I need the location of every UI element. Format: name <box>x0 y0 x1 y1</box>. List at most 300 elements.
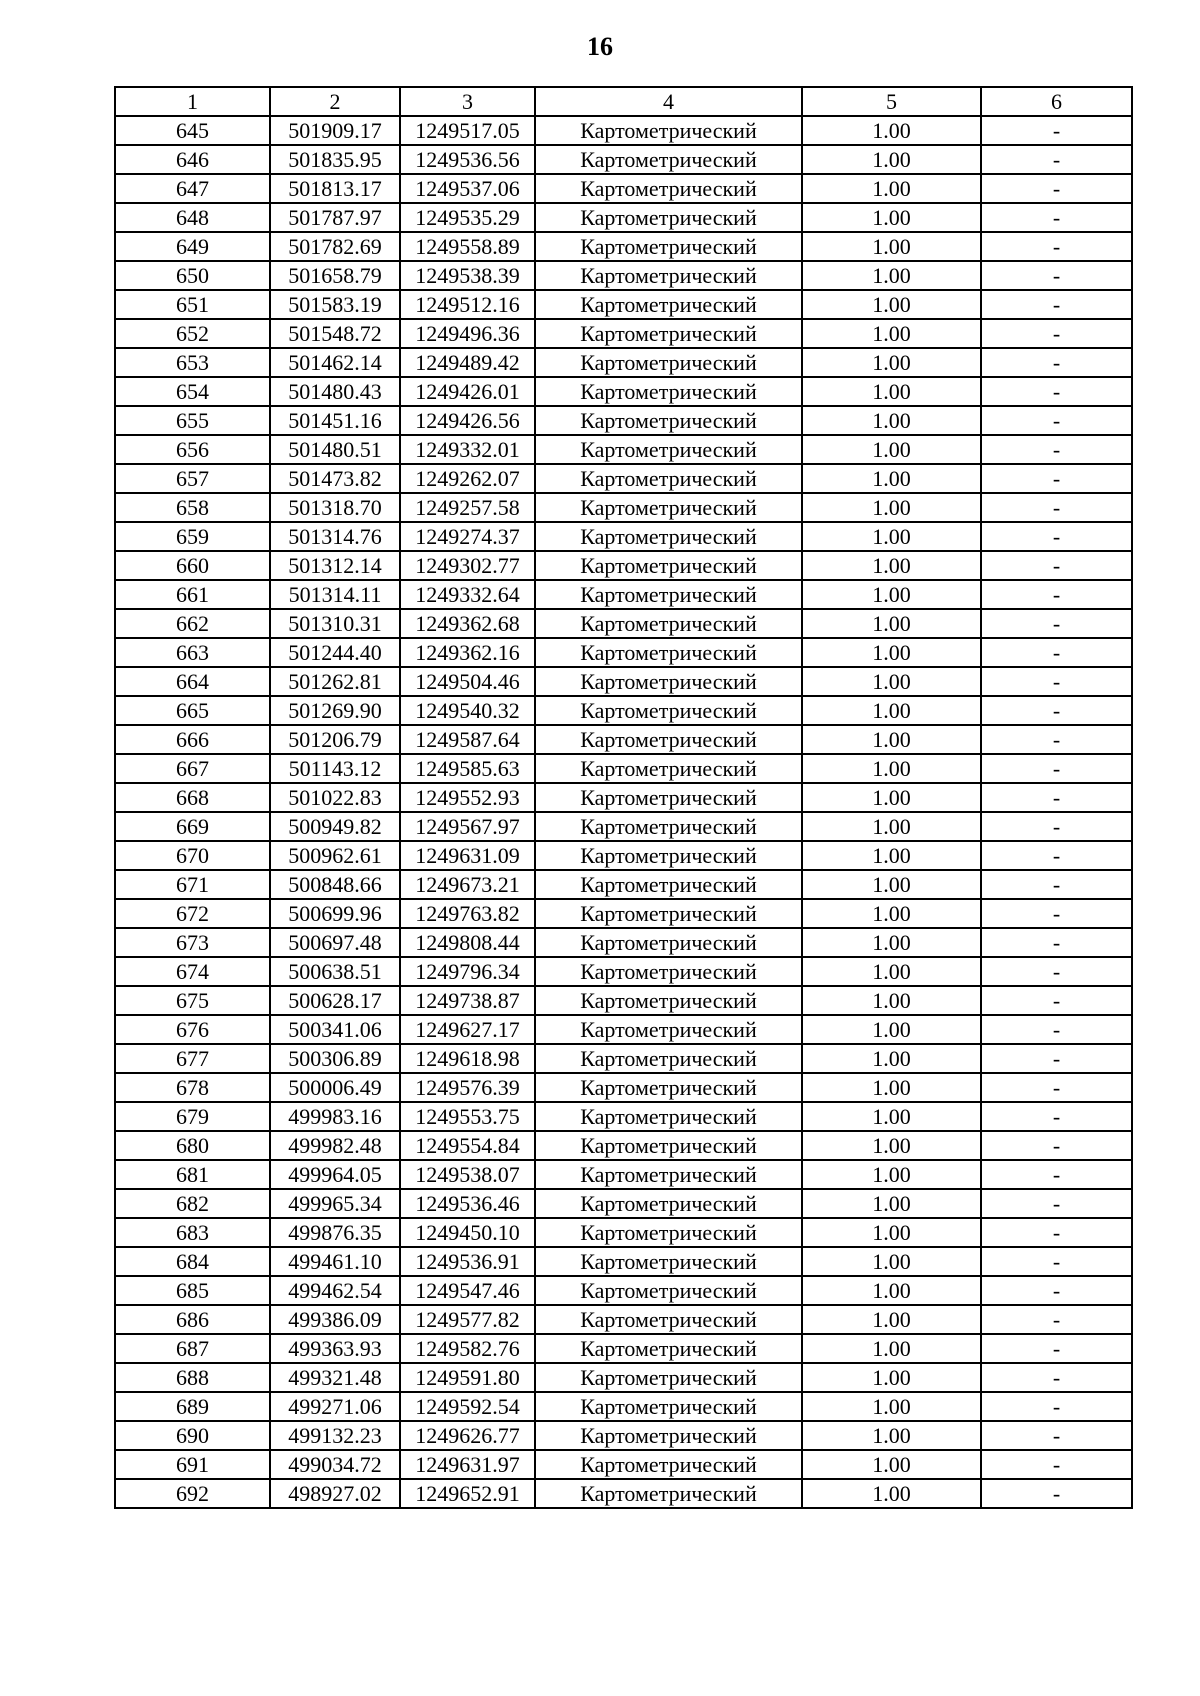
table-cell: 498927.02 <box>270 1479 400 1508</box>
table-cell: Картометрический <box>535 986 802 1015</box>
table-row <box>115 1218 1132 1247</box>
table-cell: - <box>981 348 1132 377</box>
table-row <box>115 116 1132 145</box>
table-cell: 1249626.77 <box>400 1421 535 1450</box>
table-cell: - <box>981 783 1132 812</box>
table-cell: 1.00 <box>802 522 981 551</box>
table-cell: 1.00 <box>802 435 981 464</box>
table-cell: 1249553.75 <box>400 1102 535 1131</box>
table-cell: 1249450.10 <box>400 1218 535 1247</box>
table-cell: 1249652.91 <box>400 1479 535 1508</box>
table-cell: 1249426.56 <box>400 406 535 435</box>
table-cell: Картометрический <box>535 580 802 609</box>
table-cell: Картометрический <box>535 1450 802 1479</box>
table-cell: Картометрический <box>535 1479 802 1508</box>
table-cell: 1.00 <box>802 1305 981 1334</box>
table-cell: Картометрический <box>535 1363 802 1392</box>
column-header: 4 <box>535 87 802 116</box>
table-cell: 685 <box>115 1276 270 1305</box>
table-cell: 663 <box>115 638 270 667</box>
table-cell: 665 <box>115 696 270 725</box>
table-cell: 658 <box>115 493 270 522</box>
table-row <box>115 754 1132 783</box>
table-cell: - <box>981 1392 1132 1421</box>
table-row <box>115 609 1132 638</box>
table-cell: 1.00 <box>802 928 981 957</box>
table-row <box>115 580 1132 609</box>
table-row <box>115 725 1132 754</box>
coordinates-table <box>114 86 1133 1509</box>
table-cell: 653 <box>115 348 270 377</box>
table-row <box>115 522 1132 551</box>
table-cell: 500628.17 <box>270 986 400 1015</box>
table-cell: 1.00 <box>802 377 981 406</box>
table-cell: 1249257.58 <box>400 493 535 522</box>
table-cell: 672 <box>115 899 270 928</box>
table-cell: 647 <box>115 174 270 203</box>
table-cell: 648 <box>115 203 270 232</box>
table-cell: 499983.16 <box>270 1102 400 1131</box>
table-cell: - <box>981 1450 1132 1479</box>
table-row <box>115 841 1132 870</box>
table-cell: Картометрический <box>535 1334 802 1363</box>
table-cell: Картометрический <box>535 638 802 667</box>
table-row <box>115 1305 1132 1334</box>
table-row <box>115 493 1132 522</box>
table-cell: 1249496.36 <box>400 319 535 348</box>
table-cell: - <box>981 377 1132 406</box>
table-cell: 499461.10 <box>270 1247 400 1276</box>
table-cell: - <box>981 1363 1132 1392</box>
table-cell: 1249673.21 <box>400 870 535 899</box>
table-cell: 1249536.91 <box>400 1247 535 1276</box>
table-cell: 660 <box>115 551 270 580</box>
table-cell: 1.00 <box>802 1276 981 1305</box>
table-row <box>115 232 1132 261</box>
table-cell: 674 <box>115 957 270 986</box>
table-cell: 649 <box>115 232 270 261</box>
table-row <box>115 1102 1132 1131</box>
table-cell: 1249540.32 <box>400 696 535 725</box>
table-cell: 1249512.16 <box>400 290 535 319</box>
table-cell: 1.00 <box>802 1073 981 1102</box>
table-cell: - <box>981 1131 1132 1160</box>
table-cell: 499321.48 <box>270 1363 400 1392</box>
table-cell: 501782.69 <box>270 232 400 261</box>
table-cell: 645 <box>115 116 270 145</box>
table-cell: - <box>981 696 1132 725</box>
table-cell: 1.00 <box>802 261 981 290</box>
table-row <box>115 783 1132 812</box>
table-row <box>115 145 1132 174</box>
table-row <box>115 319 1132 348</box>
table-cell: 499462.54 <box>270 1276 400 1305</box>
column-header: 6 <box>981 87 1132 116</box>
table-cell: - <box>981 609 1132 638</box>
table-cell: 683 <box>115 1218 270 1247</box>
table-cell: 501143.12 <box>270 754 400 783</box>
table-cell: - <box>981 203 1132 232</box>
table-cell: 1.00 <box>802 725 981 754</box>
table-cell: 1.00 <box>802 1015 981 1044</box>
table-cell: 1.00 <box>802 174 981 203</box>
table-cell: 500962.61 <box>270 841 400 870</box>
table-cell: 501473.82 <box>270 464 400 493</box>
table-cell: 1249362.16 <box>400 638 535 667</box>
table-cell: 1.00 <box>802 1102 981 1131</box>
table-cell: 1249592.54 <box>400 1392 535 1421</box>
table-cell: 1.00 <box>802 1392 981 1421</box>
table-row <box>115 1044 1132 1073</box>
table-cell: Картометрический <box>535 203 802 232</box>
table-row <box>115 464 1132 493</box>
table-cell: Картометрический <box>535 725 802 754</box>
table-cell: - <box>981 1479 1132 1508</box>
table-cell: 500341.06 <box>270 1015 400 1044</box>
table-cell: 654 <box>115 377 270 406</box>
table-cell: 1.00 <box>802 609 981 638</box>
table-cell: Картометрический <box>535 1131 802 1160</box>
table-cell: 1249332.01 <box>400 435 535 464</box>
table-cell: Картометрический <box>535 1392 802 1421</box>
table-cell: 499386.09 <box>270 1305 400 1334</box>
table-cell: 655 <box>115 406 270 435</box>
table-row <box>115 696 1132 725</box>
table-cell: 676 <box>115 1015 270 1044</box>
table-cell: 670 <box>115 841 270 870</box>
table-cell: 501548.72 <box>270 319 400 348</box>
table-cell: 652 <box>115 319 270 348</box>
table-cell: 1249587.64 <box>400 725 535 754</box>
table-cell: Картометрический <box>535 841 802 870</box>
table-cell: 501658.79 <box>270 261 400 290</box>
table-cell: - <box>981 522 1132 551</box>
table-row <box>115 1189 1132 1218</box>
table-cell: Картометрический <box>535 464 802 493</box>
header-row <box>115 87 1132 116</box>
table-cell: 1.00 <box>802 1421 981 1450</box>
table-cell: 1.00 <box>802 1479 981 1508</box>
table-row <box>115 1160 1132 1189</box>
table-cell: 1249796.34 <box>400 957 535 986</box>
table-cell: - <box>981 928 1132 957</box>
table-cell: Картометрический <box>535 696 802 725</box>
table-row <box>115 1247 1132 1276</box>
table-cell: - <box>981 406 1132 435</box>
table-cell: 681 <box>115 1160 270 1189</box>
table-cell: - <box>981 1189 1132 1218</box>
table-cell: 501269.90 <box>270 696 400 725</box>
table-row <box>115 348 1132 377</box>
table-cell: 1249808.44 <box>400 928 535 957</box>
table-cell: - <box>981 1015 1132 1044</box>
table-cell: Картометрический <box>535 754 802 783</box>
table-cell: 1249618.98 <box>400 1044 535 1073</box>
table-cell: Картометрический <box>535 1044 802 1073</box>
table-cell: 1.00 <box>802 203 981 232</box>
table-cell: Картометрический <box>535 377 802 406</box>
table-cell: 686 <box>115 1305 270 1334</box>
table-cell: 1249631.09 <box>400 841 535 870</box>
table-cell: 1249763.82 <box>400 899 535 928</box>
table-cell: 1249302.77 <box>400 551 535 580</box>
table-cell: 1.00 <box>802 1044 981 1073</box>
table-cell: 1.00 <box>802 1247 981 1276</box>
column-header: 2 <box>270 87 400 116</box>
table-cell: Картометрический <box>535 1160 802 1189</box>
table-cell: - <box>981 580 1132 609</box>
table-cell: 501022.83 <box>270 783 400 812</box>
table-cell: 1249585.63 <box>400 754 535 783</box>
table-cell: - <box>981 1276 1132 1305</box>
table-cell: 666 <box>115 725 270 754</box>
table-row <box>115 928 1132 957</box>
table-cell: 692 <box>115 1479 270 1508</box>
table-row <box>115 1131 1132 1160</box>
table-cell: 1249567.97 <box>400 812 535 841</box>
table-cell: - <box>981 116 1132 145</box>
table-cell: 1.00 <box>802 899 981 928</box>
table-cell: - <box>981 638 1132 667</box>
table-cell: Картометрический <box>535 406 802 435</box>
table-cell: 1.00 <box>802 116 981 145</box>
table-row <box>115 986 1132 1015</box>
table-cell: - <box>981 725 1132 754</box>
table-cell: 1249426.01 <box>400 377 535 406</box>
table-cell: - <box>981 174 1132 203</box>
table-header <box>115 87 1132 116</box>
table-cell: - <box>981 493 1132 522</box>
table-cell: 1249536.56 <box>400 145 535 174</box>
table-cell: Картометрический <box>535 783 802 812</box>
table-cell: Картометрический <box>535 319 802 348</box>
table-cell: Картометрический <box>535 1276 802 1305</box>
table-cell: 1249362.68 <box>400 609 535 638</box>
table-cell: - <box>981 232 1132 261</box>
table-row <box>115 174 1132 203</box>
table-cell: 667 <box>115 754 270 783</box>
table-cell: Картометрический <box>535 667 802 696</box>
table-cell: 1249262.07 <box>400 464 535 493</box>
table-cell: Картометрический <box>535 1305 802 1334</box>
table-cell: 675 <box>115 986 270 1015</box>
table-cell: - <box>981 1334 1132 1363</box>
table-row <box>115 957 1132 986</box>
table-cell: 501909.17 <box>270 116 400 145</box>
table-cell: 1.00 <box>802 870 981 899</box>
table-cell: 499363.93 <box>270 1334 400 1363</box>
table-cell: 1.00 <box>802 145 981 174</box>
table-cell: 1249554.84 <box>400 1131 535 1160</box>
table-row <box>115 1363 1132 1392</box>
table-cell: 1249552.93 <box>400 783 535 812</box>
table-cell: 1.00 <box>802 1131 981 1160</box>
table-cell: 1.00 <box>802 232 981 261</box>
table-cell: 688 <box>115 1363 270 1392</box>
table-cell: 651 <box>115 290 270 319</box>
table-cell: 1249489.42 <box>400 348 535 377</box>
table-cell: 650 <box>115 261 270 290</box>
table-cell: 501318.70 <box>270 493 400 522</box>
table-cell: 662 <box>115 609 270 638</box>
table-cell: 1.00 <box>802 638 981 667</box>
table-cell: 673 <box>115 928 270 957</box>
table-cell: - <box>981 464 1132 493</box>
table-cell: 1249536.46 <box>400 1189 535 1218</box>
table-cell: 659 <box>115 522 270 551</box>
table-cell: Картометрический <box>535 1015 802 1044</box>
table-cell: 1.00 <box>802 812 981 841</box>
table-cell: 501244.40 <box>270 638 400 667</box>
table-cell: 689 <box>115 1392 270 1421</box>
table-cell: 646 <box>115 145 270 174</box>
table-cell: 1249627.17 <box>400 1015 535 1044</box>
table-cell: - <box>981 1160 1132 1189</box>
table-cell: 1.00 <box>802 464 981 493</box>
table-row <box>115 435 1132 464</box>
table-cell: 1.00 <box>802 348 981 377</box>
table-cell: 1.00 <box>802 783 981 812</box>
table-cell: - <box>981 754 1132 783</box>
table-cell: 501813.17 <box>270 174 400 203</box>
table-cell: 499964.05 <box>270 1160 400 1189</box>
table-cell: 1249538.07 <box>400 1160 535 1189</box>
table-cell: - <box>981 551 1132 580</box>
table-cell: 1249631.97 <box>400 1450 535 1479</box>
table-cell: 501583.19 <box>270 290 400 319</box>
table-cell: Картометрический <box>535 1189 802 1218</box>
table-row <box>115 1334 1132 1363</box>
table-cell: 501314.76 <box>270 522 400 551</box>
table-cell: 1.00 <box>802 1218 981 1247</box>
table-cell: - <box>981 957 1132 986</box>
table-cell: 1249535.29 <box>400 203 535 232</box>
table-row <box>115 1073 1132 1102</box>
table-cell: 501480.51 <box>270 435 400 464</box>
table-row <box>115 899 1132 928</box>
table-cell: 1.00 <box>802 696 981 725</box>
table-row <box>115 870 1132 899</box>
table-cell: 1.00 <box>802 551 981 580</box>
table-row <box>115 203 1132 232</box>
table-cell: 1249547.46 <box>400 1276 535 1305</box>
table-cell: 661 <box>115 580 270 609</box>
table-cell: - <box>981 1102 1132 1131</box>
table-cell: 1.00 <box>802 667 981 696</box>
table-cell: - <box>981 1421 1132 1450</box>
table-cell: 1249576.39 <box>400 1073 535 1102</box>
table-cell: 500949.82 <box>270 812 400 841</box>
table-cell: Картометрический <box>535 174 802 203</box>
table-row <box>115 261 1132 290</box>
table-cell: 1.00 <box>802 1363 981 1392</box>
table-cell: 1.00 <box>802 1160 981 1189</box>
table-cell: 1249504.46 <box>400 667 535 696</box>
table-cell: 499876.35 <box>270 1218 400 1247</box>
table-cell: Картометрический <box>535 1102 802 1131</box>
table-row <box>115 667 1132 696</box>
table-cell: 500697.48 <box>270 928 400 957</box>
table-cell: 1249332.64 <box>400 580 535 609</box>
table-cell: Картометрический <box>535 232 802 261</box>
table-cell: Картометрический <box>535 609 802 638</box>
table-cell: 1.00 <box>802 841 981 870</box>
table-cell: Картометрический <box>535 812 802 841</box>
table-cell: 499965.34 <box>270 1189 400 1218</box>
table-cell: 501314.11 <box>270 580 400 609</box>
table-cell: 1.00 <box>802 1189 981 1218</box>
table-cell: 677 <box>115 1044 270 1073</box>
table-row <box>115 1450 1132 1479</box>
table-cell: 1.00 <box>802 290 981 319</box>
table-cell: 499271.06 <box>270 1392 400 1421</box>
table-cell: - <box>981 435 1132 464</box>
table-cell: Картометрический <box>535 1421 802 1450</box>
table-row <box>115 812 1132 841</box>
table-cell: 669 <box>115 812 270 841</box>
table-row <box>115 638 1132 667</box>
table-cell: 499034.72 <box>270 1450 400 1479</box>
table-cell: 501462.14 <box>270 348 400 377</box>
table-cell: 1.00 <box>802 754 981 783</box>
table-cell: - <box>981 261 1132 290</box>
table-cell: 1.00 <box>802 1450 981 1479</box>
table-cell: Картометрический <box>535 290 802 319</box>
table-cell: 501787.97 <box>270 203 400 232</box>
table-cell: Картометрический <box>535 551 802 580</box>
table-cell: 1249517.05 <box>400 116 535 145</box>
table-cell: Картометрический <box>535 493 802 522</box>
table-row <box>115 290 1132 319</box>
table-cell: 501480.43 <box>270 377 400 406</box>
table-cell: 500848.66 <box>270 870 400 899</box>
table-cell: - <box>981 667 1132 696</box>
table-cell: - <box>981 1247 1132 1276</box>
table-cell: 501206.79 <box>270 725 400 754</box>
table-cell: 501262.81 <box>270 667 400 696</box>
table-cell: - <box>981 319 1132 348</box>
table-cell: 501312.14 <box>270 551 400 580</box>
table-cell: 1249537.06 <box>400 174 535 203</box>
table-cell: 656 <box>115 435 270 464</box>
table-cell: 1.00 <box>802 580 981 609</box>
table-cell: 1.00 <box>802 986 981 1015</box>
table-cell: 499982.48 <box>270 1131 400 1160</box>
table-cell: - <box>981 1218 1132 1247</box>
table-cell: - <box>981 812 1132 841</box>
table-cell: 500638.51 <box>270 957 400 986</box>
table-cell: Картометрический <box>535 435 802 464</box>
table-row <box>115 1479 1132 1508</box>
table-cell: 1.00 <box>802 493 981 522</box>
table-row <box>115 406 1132 435</box>
table-cell: 500306.89 <box>270 1044 400 1073</box>
table-cell: 664 <box>115 667 270 696</box>
table-cell: - <box>981 870 1132 899</box>
table-cell: 1.00 <box>802 1334 981 1363</box>
table-row <box>115 1276 1132 1305</box>
table-cell: - <box>981 899 1132 928</box>
table-cell: 1.00 <box>802 406 981 435</box>
table-cell: Картометрический <box>535 1073 802 1102</box>
table-row <box>115 1421 1132 1450</box>
table-cell: - <box>981 1305 1132 1334</box>
table-cell: 1.00 <box>802 319 981 348</box>
table-cell: 680 <box>115 1131 270 1160</box>
table-row <box>115 551 1132 580</box>
table-cell: - <box>981 1073 1132 1102</box>
page-number: 16 <box>587 32 613 61</box>
